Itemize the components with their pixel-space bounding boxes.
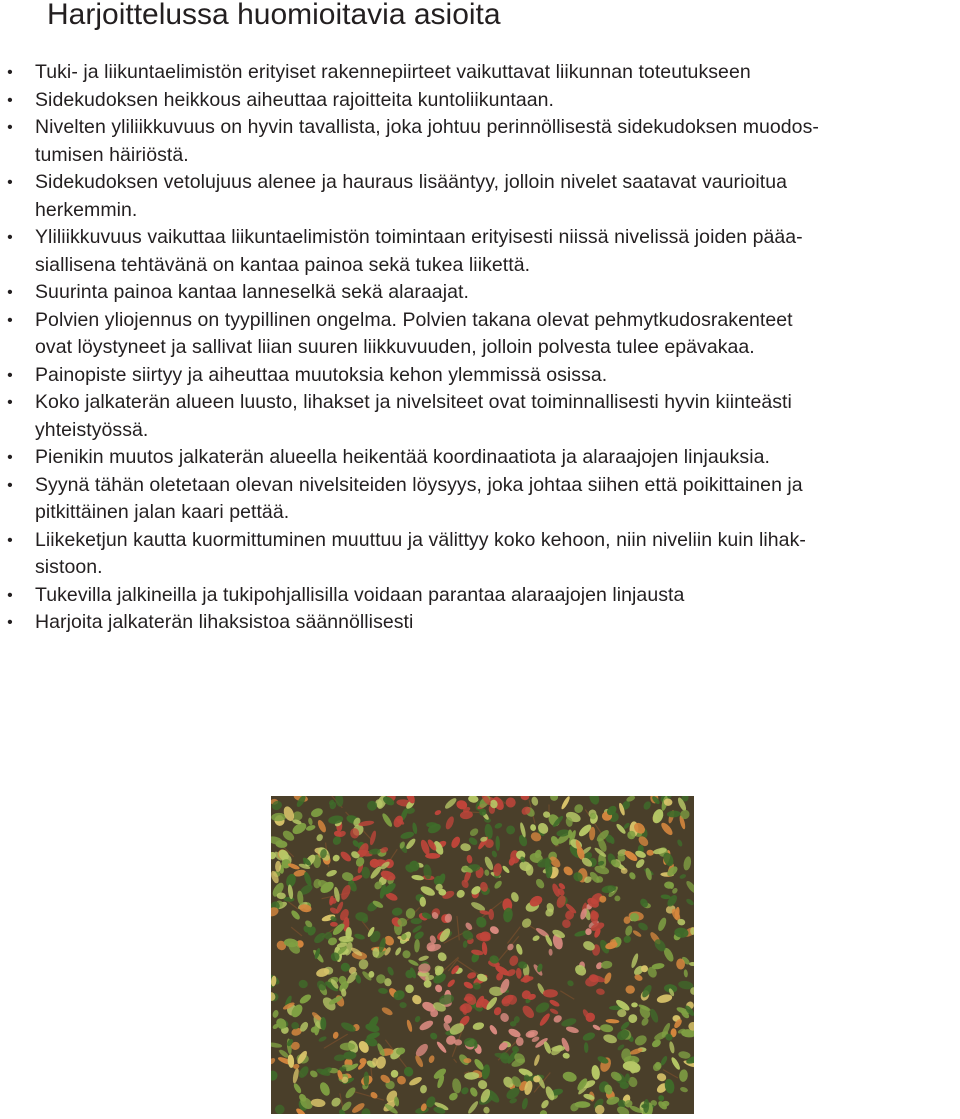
list-item — [0, 472, 960, 527]
list-item — [0, 114, 960, 169]
list-item-text: Harjoita jalkaterän lihaksistoa säännöllisesti — [35, 611, 414, 633]
bullet-icon: • — [7, 174, 13, 191]
list-item-text: Sidekudoksen vetolujuus alenee ja hauraus lisääntyy, jolloin nivelet saatavat vaurioitua — [35, 171, 788, 193]
bullet-icon: • — [7, 394, 13, 411]
list-item — [0, 224, 960, 279]
list-item — [0, 59, 960, 87]
bullet-icon: • — [7, 476, 13, 494]
list-item-text: Pienikin muutos jalkaterän alueella heikentää koordinaatiota ja alaraajojen linjauksia. — [35, 446, 770, 468]
list-item-text: tumisen häiriöstä. — [35, 143, 189, 166]
bullet-icon: • — [7, 366, 13, 384]
list-item — [0, 87, 960, 115]
list-item-text: Tukevilla jalkineilla ja tukipohjallisilla voidaan parantaa alaraajojen linjausta — [35, 583, 685, 606]
bullet-icon: • — [7, 311, 13, 329]
bullet-icon: • — [7, 119, 13, 136]
list-item-text: Polvien yliojennus on tyypillinen ongelma. Polvien takana olevat pehmytkudosrakenteet — [35, 308, 793, 331]
foliage-illustration — [271, 796, 694, 1114]
list-item-text: Koko jalkaterän alueen luusto, lihakset ja nivelsiteet ovat toiminnallisesti hyvin kiinteästi — [35, 391, 792, 413]
list-item-text: herkemmin. — [35, 198, 138, 221]
bullet-icon: • — [7, 91, 13, 109]
list-item — [0, 307, 960, 362]
bullet-list — [0, 59, 960, 637]
bullet-icon: • — [7, 229, 13, 246]
autumn-foliage-photo — [271, 796, 694, 1114]
list-item-text: pitkittäinen jalan kaari pettää. — [35, 501, 290, 523]
bullet-icon: • — [7, 614, 13, 631]
list-item-text: Liikeketjun kautta kuormittuminen muuttuu ja välittyy koko kehoon, niin niveliin kuin lihak- — [35, 528, 806, 551]
list-item-text: Suurinta painoa kantaa lanneselkä sekä alaraajat. — [35, 281, 469, 303]
bullet-icon: • — [7, 586, 13, 604]
list-item — [0, 362, 960, 390]
list-item — [0, 444, 960, 472]
page-title: Harjoittelussa huomioitavia asioita — [47, 0, 501, 31]
list-item-text: Syynä tähän oletetaan olevan nivelsiteiden löysyys, joka johtaa siihen että poikittainen ja — [35, 473, 803, 496]
list-item — [0, 389, 960, 444]
list-item-text: Painopiste siirtyy ja aiheuttaa muutoksia kehon ylemmissä osissa. — [35, 363, 608, 386]
bullet-icon: • — [7, 449, 13, 466]
list-item-text: siallisena tehtävänä on kantaa painoa sekä tukea liikettä. — [35, 253, 531, 276]
list-item-text: Nivelten yliliikkuvuus on hyvin tavallista, joka johtuu perinnöllisestä sidekudoksen muodos- — [35, 116, 819, 138]
list-item-text: Sidekudoksen heikkous aiheuttaa rajoitteita kuntoliikuntaan. — [35, 88, 555, 111]
list-item — [0, 582, 960, 610]
bullet-icon: • — [7, 64, 13, 81]
bullet-icon: • — [7, 531, 13, 549]
list-item-text: ovat löystyneet ja sallivat liian suuren liikkuvuuden, jolloin polvesta tulee epävakaa. — [35, 336, 755, 358]
list-item — [0, 609, 960, 637]
list-item — [0, 169, 960, 224]
list-item-text: Yliliikkuvuus vaikuttaa liikuntaelimistön toimintaan erityisesti niissä nivelissä joiden pääa- — [35, 226, 803, 248]
list-item — [0, 279, 960, 307]
list-item-text: Tuki- ja liikuntaelimistön erityiset rakennepiirteet vaikuttavat liikunnan toteutukseen — [35, 61, 751, 83]
list-item-text: yhteistyössä. — [35, 418, 149, 441]
list-item-text: sistoon. — [35, 556, 103, 578]
list-item — [0, 527, 960, 582]
bullet-icon: • — [7, 284, 13, 301]
